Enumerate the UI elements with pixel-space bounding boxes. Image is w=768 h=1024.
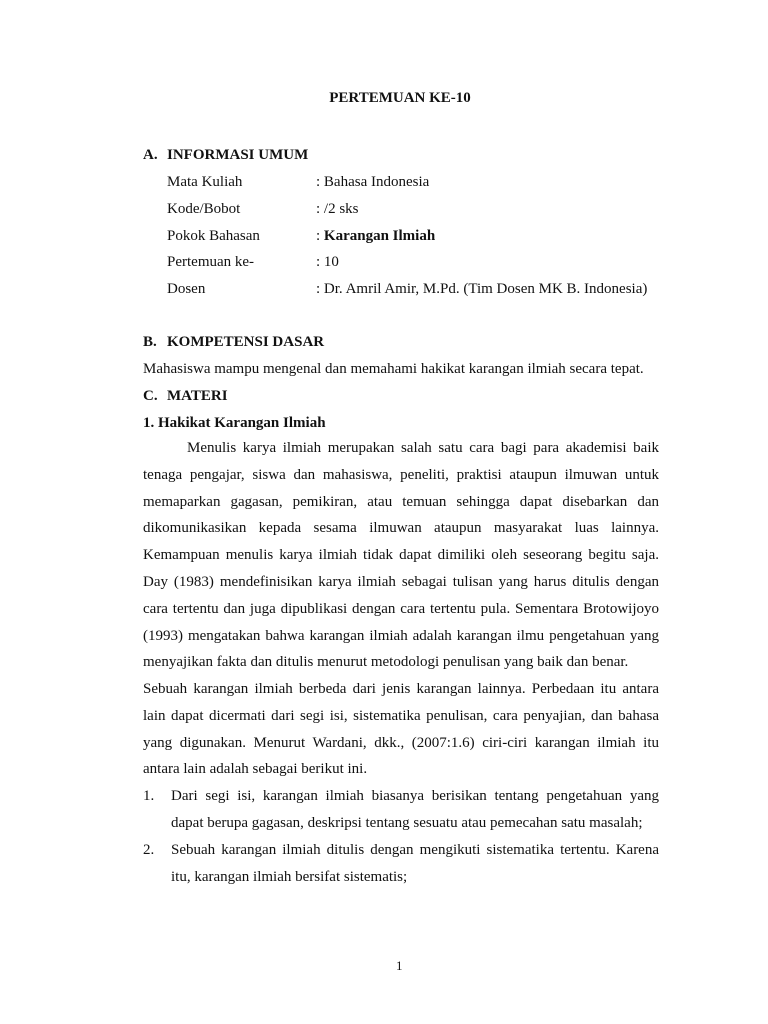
body-paragraph: Sebuah karangan ilmiah berbeda dari jenis karangan lainnya. Perbedaan itu antara lain dapat dicermati dari segi isi, sistematika penulisan, cara penyajian, dan bahasa yang digunakan. Menurut Wardani, dkk., (2007:1.6) ciri-ciri karangan ilmiah itu antara lain adalah sebagai berikut ini. — [143, 681, 659, 778]
info-value-bold: Karangan Ilmiah — [323, 228, 436, 244]
section-c-title: MATERI — [167, 388, 228, 404]
info-row-pertemuan — [167, 250, 339, 274]
info-label: Pokok Bahasan — [167, 228, 260, 244]
info-value — [316, 228, 435, 244]
info-value: : Dr. Amril Amir, M.Pd. (Tim Dosen MK B. Indonesia) — [316, 281, 648, 297]
section-c-letter: C. — [143, 388, 158, 404]
info-row-pokok-bahasan — [167, 224, 435, 248]
info-label: Kode/Bobot — [167, 201, 241, 217]
info-label: Mata Kuliah — [167, 174, 243, 190]
info-value: : 10 — [316, 254, 339, 270]
body-paragraph: Menulis karya ilmiah merupakan salah satu cara bagi para akademisi baik tenaga pengajar, siswa dan mahasiswa, peneliti, praktisi ataupun ilmuwan untuk memaparkan gagasan, pemikiran, atau temuan sehingga dapat disebarkan dan dikomunikasikan kepada sesama ilmuwan ataupun masyarakat luas lainnya. Kemampuan menulis karya ilmiah tidak dapat dimiliki oleh seseorang begitu saja. Day (1983) mendefinisikan karya ilmiah sebagai tulisan yang harus ditulis dengan cara tertentu dan juga dipublikasi dengan cara tertentu pula. Sementara Brotowijoyo (1993) mengatakan bahwa karangan ilmiah adalah karangan ilmu pengetahuan yang menyajikan fakta dan ditulis menurut metodologi penulisan yang baik dan benar. — [143, 440, 659, 671]
section-b-heading — [143, 330, 324, 354]
list-text: Sebuah karangan ilmiah ditulis dengan mengikuti sistematika tertentu. Karena itu, karangan ilmiah bersifat sistematis; — [171, 842, 659, 885]
info-value: : Bahasa Indonesia — [316, 174, 430, 190]
section-a-letter: A. — [143, 147, 158, 163]
info-label: Pertemuan ke- — [167, 254, 255, 270]
list-item — [143, 783, 659, 837]
info-row-mata-kuliah — [167, 170, 429, 194]
list-number: 2. — [143, 842, 155, 858]
info-row-dosen — [167, 277, 647, 301]
list-item — [143, 837, 659, 891]
page-number: 1 — [396, 958, 403, 973]
section-b-letter: B. — [143, 334, 157, 350]
subheading-hakikat: 1. Hakikat Karangan Ilmiah — [143, 415, 326, 431]
section-c-heading — [143, 384, 228, 408]
section-a-heading — [143, 143, 308, 167]
info-label: Dosen — [167, 281, 206, 297]
section-b-title: KOMPETENSI DASAR — [167, 334, 325, 350]
info-value-prefix: : — [316, 228, 324, 244]
competency-text: Mahasiswa mampu mengenal dan memahami hakikat karangan ilmiah secara tepat. — [143, 361, 644, 377]
list-text: Dari segi isi, karangan ilmiah biasanya berisikan tentang pengetahuan yang dapat berupa gagasan, deskripsi tentang sesuatu atau pemecahan satu masalah; — [171, 788, 659, 831]
list-number: 1. — [143, 788, 155, 804]
info-value: : /2 sks — [316, 201, 359, 217]
section-a-title: INFORMASI UMUM — [167, 147, 309, 163]
info-row-kode-bobot — [167, 197, 359, 221]
page-title: PERTEMUAN KE-10 — [329, 90, 471, 106]
